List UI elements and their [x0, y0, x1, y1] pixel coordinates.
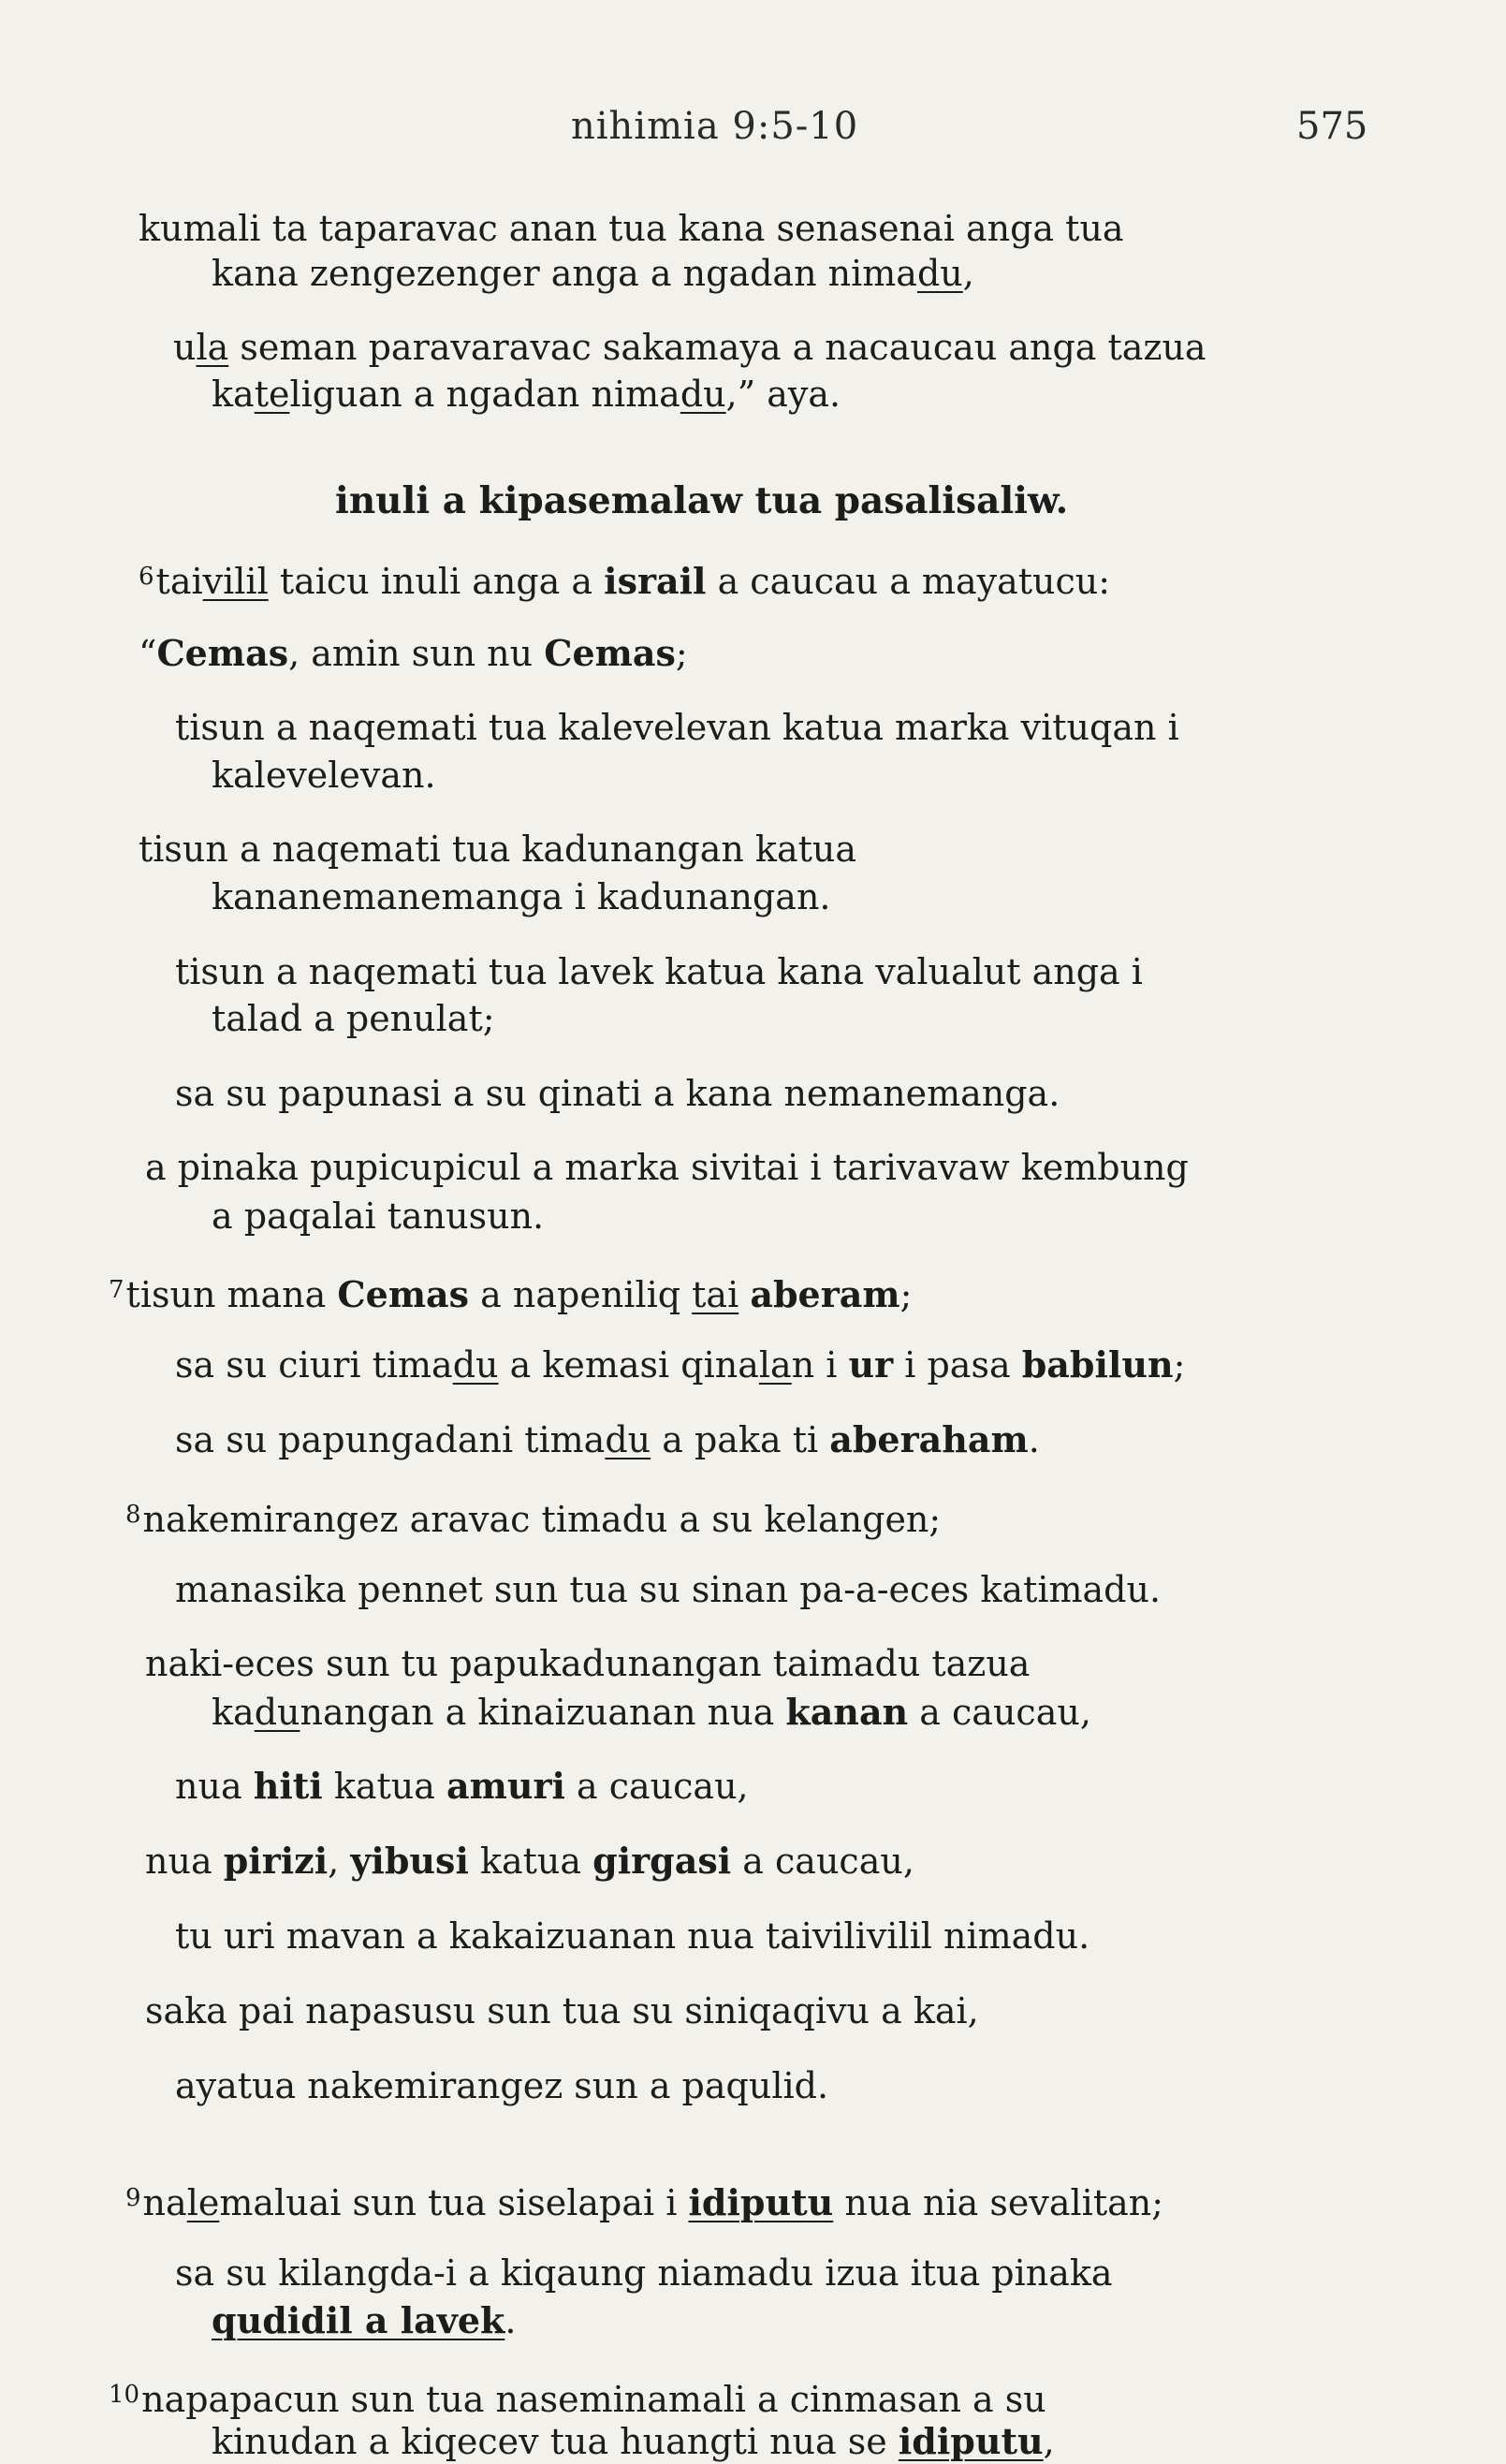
underlined-segment: du — [254, 1692, 300, 1733]
bold-name: idiputu — [688, 2181, 834, 2223]
text-segment: taparavac anan tua kana senasenai anga tua — [318, 208, 1124, 249]
text-segment: ; — [899, 1274, 913, 1315]
text-segment: nua nia sevalitan; — [833, 2182, 1164, 2223]
bold-name: pirizi — [223, 1840, 329, 1882]
verse-8 — [125, 1492, 941, 1542]
verse-10 — [109, 2372, 1046, 2422]
verse-number: 6 — [139, 563, 154, 591]
bold-name: idiputu — [898, 2420, 1044, 2462]
verse-number: 10 — [109, 2381, 140, 2409]
bold-name: yibusi — [350, 1840, 469, 1882]
bold-name: girgasi — [592, 1840, 732, 1882]
verse-number: 7 — [109, 1276, 124, 1304]
text-line: a pinaka pupicupicul a marka sivitai i tarivavaw kembung — [145, 1147, 1189, 1188]
bold-name: aberam — [750, 1273, 900, 1315]
verse-7 — [109, 1268, 912, 1317]
text-segment: a caucau, — [908, 1692, 1091, 1733]
text-segment: maluai sun tua siselapai i — [219, 2182, 689, 2223]
text-segment: u — [173, 327, 197, 368]
text-segment: nangan a kinaizuanan nua — [300, 1692, 786, 1733]
underlined-segment: te — [254, 374, 290, 415]
text-line: tisun a naqemati tua kadunangan katua — [139, 829, 856, 870]
verse-number: 8 — [125, 1501, 141, 1529]
text-line — [212, 1690, 1091, 1735]
text-segment: , — [962, 253, 974, 294]
underlined-segment: le — [186, 2182, 220, 2223]
bold-name: ur — [848, 1343, 894, 1386]
bold-name: qudidil a lavek — [212, 2299, 505, 2341]
underlined-segment: du — [605, 1419, 651, 1460]
text-line — [139, 631, 688, 676]
underlined-segment: du — [680, 374, 726, 415]
underlined-segment: la — [196, 327, 229, 368]
text-segment: nua — [175, 1766, 254, 1807]
text-segment: n i — [791, 1344, 849, 1386]
underlined-segment: du — [452, 1344, 499, 1386]
text-segment: ka — [212, 374, 255, 415]
text-line — [175, 1417, 1040, 1462]
text-segment: na — [142, 2182, 187, 2223]
text-segment: kumali ta — [139, 208, 319, 249]
text-segment: ; — [1173, 1344, 1186, 1386]
page-number: 575 — [1296, 105, 1368, 148]
text-segment: katua — [468, 1841, 593, 1882]
text-segment: , — [328, 1841, 351, 1882]
underlined-segment: vilil — [202, 561, 269, 602]
text-segment: a kemasi qina — [498, 1344, 759, 1386]
text-line: sa su kilangda-i a kiqaung niamadu izua itua pinaka — [175, 2252, 1113, 2294]
bold-name: hiti — [253, 1765, 323, 1807]
text-segment: kana zengezenger anga a ngadan nima — [212, 253, 917, 294]
underlined-segment: la — [758, 1344, 792, 1386]
text-line — [212, 2419, 1055, 2464]
text-line: saka pai napasusu sun tua su siniqaqivu a kai, — [145, 1990, 979, 2031]
text-line: tisun a naqemati tua lavek katua kana valualut anga i — [175, 951, 1143, 992]
text-line: naki-eces sun tu papukadunangan taimadu tazua — [145, 1643, 1031, 1684]
text-segment: “ — [139, 633, 157, 674]
bold-name: babilun — [1021, 1343, 1174, 1386]
text-segment: nakemirangez aravac timadu a su kelangen; — [142, 1499, 942, 1540]
text-line: tu uri mavan a kakaizuanan nua taivilivilil nimadu. — [175, 1915, 1090, 1957]
verse-6 — [139, 554, 1110, 604]
text-line: kananemanemanga i kadunangan. — [212, 876, 831, 917]
bold-name: Cemas — [337, 1273, 470, 1315]
bold-name: Cemas — [156, 632, 289, 674]
text-line — [212, 2298, 516, 2343]
text-segment: a caucau, — [564, 1766, 749, 1807]
bold-name: Cemas — [544, 632, 676, 674]
underlined-segment: tai — [692, 1274, 739, 1315]
text-line: manasika pennet sun tua su sinan pa-a-eces katimadu. — [175, 1569, 1162, 1610]
text-segment: a paka ti — [651, 1419, 830, 1460]
text-line — [173, 325, 1206, 370]
text-segment: sa su ciuri tima — [175, 1344, 453, 1386]
bold-name: kanan — [785, 1691, 909, 1733]
text-line: a paqalai tanusun. — [212, 1195, 545, 1237]
verse-9 — [125, 2176, 1163, 2225]
text-line — [212, 372, 841, 417]
text-line — [145, 1839, 914, 1884]
bold-name: israil — [604, 560, 707, 602]
text-line: sa su papunasi a su qinati a kana nemanemanga. — [175, 1073, 1060, 1114]
text-segment — [738, 1274, 750, 1315]
text-segment: . — [504, 2300, 517, 2341]
text-segment: a napeniliq — [469, 1274, 693, 1315]
bold-name: amuri — [446, 1765, 565, 1807]
text-segment: tai — [155, 561, 203, 602]
text-line: talad a penulat; — [212, 998, 495, 1039]
verse-number: 9 — [125, 2184, 141, 2212]
text-segment: katua — [322, 1766, 446, 1807]
text-segment: i pasa — [893, 1344, 1022, 1386]
text-segment: kinudan a kiqecev tua huangti nua se — [212, 2421, 899, 2462]
text-segment: , — [1043, 2421, 1055, 2462]
text-segment: liguan a ngadan nima — [289, 374, 680, 415]
text-segment: nua — [145, 1841, 224, 1882]
running-title: nihimia 9:5-10 — [571, 105, 859, 148]
text-segment: ; — [675, 633, 688, 674]
text-line — [175, 1764, 749, 1809]
text-segment: ,” aya. — [725, 374, 841, 415]
text-line: tisun a naqemati tua kalevelevan katua marka vituqan i — [175, 707, 1179, 748]
text-segment: sa su papungadani tima — [175, 1419, 606, 1460]
text-line: kalevelevan. — [212, 755, 436, 796]
text-line — [212, 251, 974, 296]
underlined-segment: du — [916, 253, 963, 294]
page-header — [0, 105, 1506, 161]
text-segment: a caucau, — [731, 1841, 914, 1882]
text-segment: seman paravaravac sakamaya a nacaucau anga tazua — [228, 327, 1206, 368]
text-segment: , amin sun nu — [288, 633, 545, 674]
section-heading: inuli a kipasemalaw tua pasalisaliw. — [335, 479, 1069, 522]
text-segment: ka — [212, 1692, 255, 1733]
text-segment: a caucau a mayatucu: — [706, 561, 1111, 602]
text-segment: tisun mana — [125, 1274, 338, 1315]
text-segment: taicu inuli anga a — [268, 561, 605, 602]
text-segment: napapacun sun tua naseminamali a cinmasan a su — [141, 2379, 1046, 2420]
bold-name: aberaham — [829, 1418, 1029, 1460]
text-line — [139, 206, 1124, 251]
text-line — [175, 1342, 1185, 1387]
text-line: ayatua nakemirangez sun a paqulid. — [175, 2065, 829, 2106]
text-segment: . — [1028, 1419, 1040, 1460]
